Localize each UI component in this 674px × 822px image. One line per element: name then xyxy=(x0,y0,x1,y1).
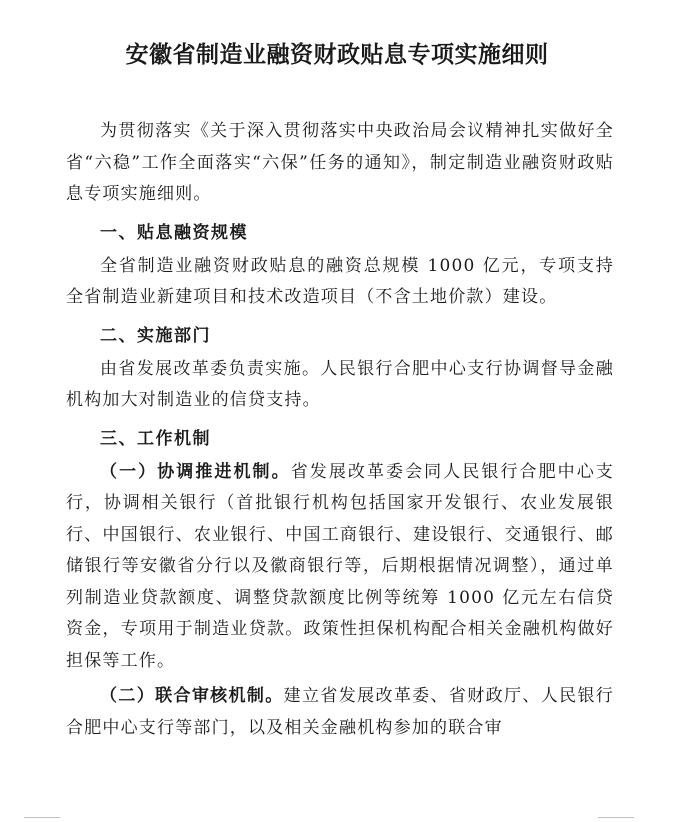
mechanism-item-coordination xyxy=(66,457,614,678)
document-body xyxy=(66,116,614,744)
section-heading-scale: 一、贴息融资规模 xyxy=(100,222,248,243)
section-heading-mechanism: 三、工作机制 xyxy=(100,428,211,449)
page-corner-mark-left xyxy=(24,817,60,818)
coordination-lead: （一）协调推进机制。 xyxy=(100,461,291,482)
section-scale-paragraph: 全省制造业融资财政贴息的融资总规模 1000 亿元，专项支持全省制造业新建项目和技术改造项目（不含土地价款）建设。 xyxy=(66,255,614,307)
section-heading-department: 二、实施部门 xyxy=(100,325,211,346)
page-corner-mark-right xyxy=(598,817,634,818)
review-text: 建立省发展改革委、省财政厅、人民银行合肥中心支行等部门，以及相关金融机构参加的联合审 xyxy=(66,686,615,738)
review-lead: （二）联合审核机制。 xyxy=(100,686,284,706)
coordination-text: 省发展改革委会同人民银行合肥中心支行，协调相关银行（首批银行机构包括国家开发银行、农业发展银行、中国银行、农业银行、中国工商银行、建设银行、交通银行、邮储银行等安徽省分行以及徽商银行等，后期根据情况调整），通过单列制造业贷款额度、调整贷款额度比例等统筹 1000 亿元左右信贷资金，专项用于制造业贷款。政策性担保机构配合相关金融机构做好担保等工作。 xyxy=(66,461,615,671)
section-department-paragraph: 由省发展改革委负责实施。人民银行合肥中心支行协调督导金融机构加大对制造业的信贷支持。 xyxy=(66,358,614,410)
mechanism-item-review xyxy=(66,681,614,744)
intro-paragraph: 为贯彻落实《关于深入贯彻落实中央政治局会议精神扎实做好全省“六稳”工作全面落实“六保”任务的通知》，制定制造业融资财政贴息专项实施细则。 xyxy=(66,121,614,204)
document-title: 安徽省制造业融资财政贴息专项实施细则 xyxy=(125,42,549,68)
